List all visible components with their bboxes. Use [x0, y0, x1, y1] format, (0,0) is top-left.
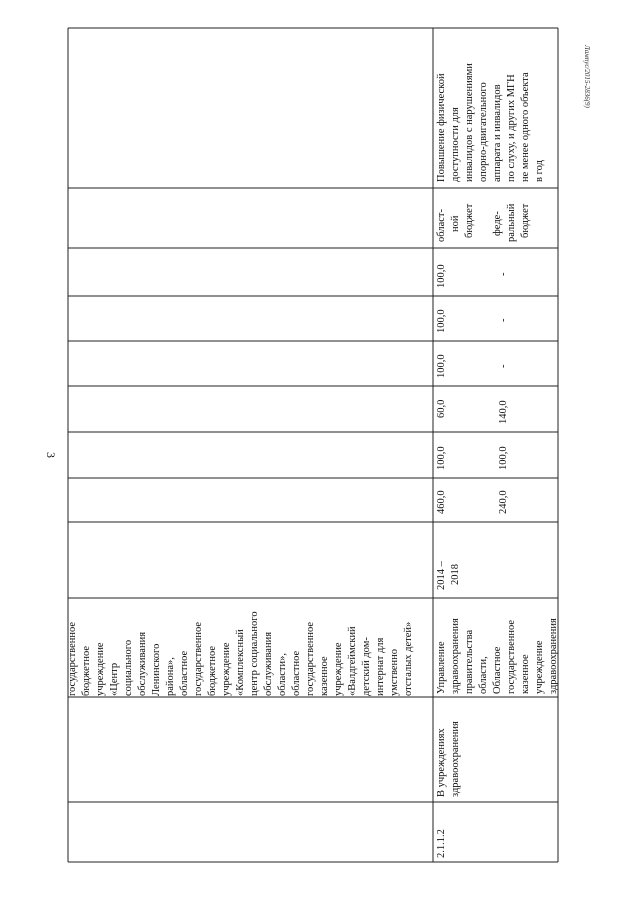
- institution-line: учреждение: [221, 642, 232, 696]
- institution-line: района»,: [165, 657, 176, 696]
- year-2014-value: 100,0: [498, 446, 509, 470]
- result-line: в год: [534, 160, 545, 182]
- total-value: 460,0: [436, 490, 447, 514]
- year-2015-value: 140,0: [498, 400, 509, 424]
- institution-line: центр социального: [249, 611, 260, 696]
- year-2018-value: 100,0: [436, 264, 447, 288]
- source-line: област-: [436, 209, 447, 242]
- result-line: не менее одного объекта: [520, 72, 531, 182]
- institution-line: государственное: [67, 621, 78, 696]
- executor-line: правительства: [464, 629, 475, 694]
- institution-line: области»,: [277, 653, 288, 696]
- executor-line: Областное: [492, 646, 503, 694]
- institution-line: учреждение: [95, 642, 106, 696]
- institution-line: социального: [123, 639, 134, 696]
- year-2018-value: -: [498, 272, 509, 276]
- result-line: аппарата и инвалидов: [492, 84, 503, 182]
- main-row: [436, 63, 559, 858]
- result-line: по слуху, и других МГН: [506, 74, 517, 182]
- institution-line: «Комплексный: [235, 629, 246, 696]
- institution-line: областное: [291, 650, 302, 696]
- year-2015-value: 60,0: [436, 399, 447, 418]
- institution-line: «Центр: [109, 662, 120, 696]
- year-2016-value: 100,0: [436, 354, 447, 378]
- institution-line: областное: [179, 650, 190, 696]
- institution-line: учреждение: [333, 642, 344, 696]
- institution-line: государственное: [193, 621, 204, 696]
- source-line: феде-: [492, 211, 503, 236]
- executor-line: казенное: [520, 654, 531, 694]
- executor-line: учреждение: [534, 640, 545, 694]
- source-line: ральный: [506, 203, 517, 242]
- result-line: инвалидов с нарушениями: [464, 63, 475, 182]
- result-line: доступности для: [450, 107, 461, 182]
- year-2017-value: 100,0: [436, 309, 447, 333]
- institution-line: обслуживания: [263, 631, 274, 696]
- institution-line: умственно: [389, 648, 400, 696]
- footer-code: Лампус/2015-2836(9): [583, 45, 591, 108]
- institution-line: Ленинского: [151, 643, 162, 696]
- year-2016-value: -: [498, 364, 509, 368]
- executor-line: здравоохранения: [548, 618, 559, 694]
- institution-line: казенное: [319, 656, 330, 696]
- institution-line: детский дом-: [361, 637, 372, 696]
- source-line: бюджет: [464, 203, 475, 238]
- institution-line: обслуживания: [137, 631, 148, 696]
- top-row-institution-cell: [67, 611, 414, 696]
- executor-line: Управление: [436, 641, 447, 694]
- executor-line: здравоохранения: [450, 618, 461, 694]
- period-line: 2014 –: [436, 561, 447, 590]
- row-number: 2.1.1.2: [436, 829, 447, 858]
- measure-line: здравоохранения: [450, 721, 461, 797]
- year-2017-value: -: [498, 318, 509, 322]
- result-line: опорно-двигательного: [478, 82, 489, 182]
- period-line: 2018: [450, 564, 461, 585]
- source-line: бюджет: [520, 203, 531, 238]
- year-2014-value: 100,0: [436, 446, 447, 470]
- institution-line: «Валдгеймский: [347, 626, 358, 696]
- institution-line: интернат для: [375, 637, 386, 696]
- institution-line: отсталых детей»: [403, 621, 414, 696]
- institution-line: бюджетное: [207, 645, 218, 696]
- measure-line: В учреждениях: [436, 728, 447, 797]
- institution-line: государственное: [305, 621, 316, 696]
- result-line: Повышение физической: [436, 73, 447, 182]
- executor-line: государственное: [506, 619, 517, 694]
- page-number: 3: [44, 452, 58, 458]
- source-line: ной: [450, 215, 461, 232]
- total-value: 240,0: [498, 490, 509, 514]
- executor-line: области,: [478, 656, 489, 694]
- institution-line: бюджетное: [81, 645, 92, 696]
